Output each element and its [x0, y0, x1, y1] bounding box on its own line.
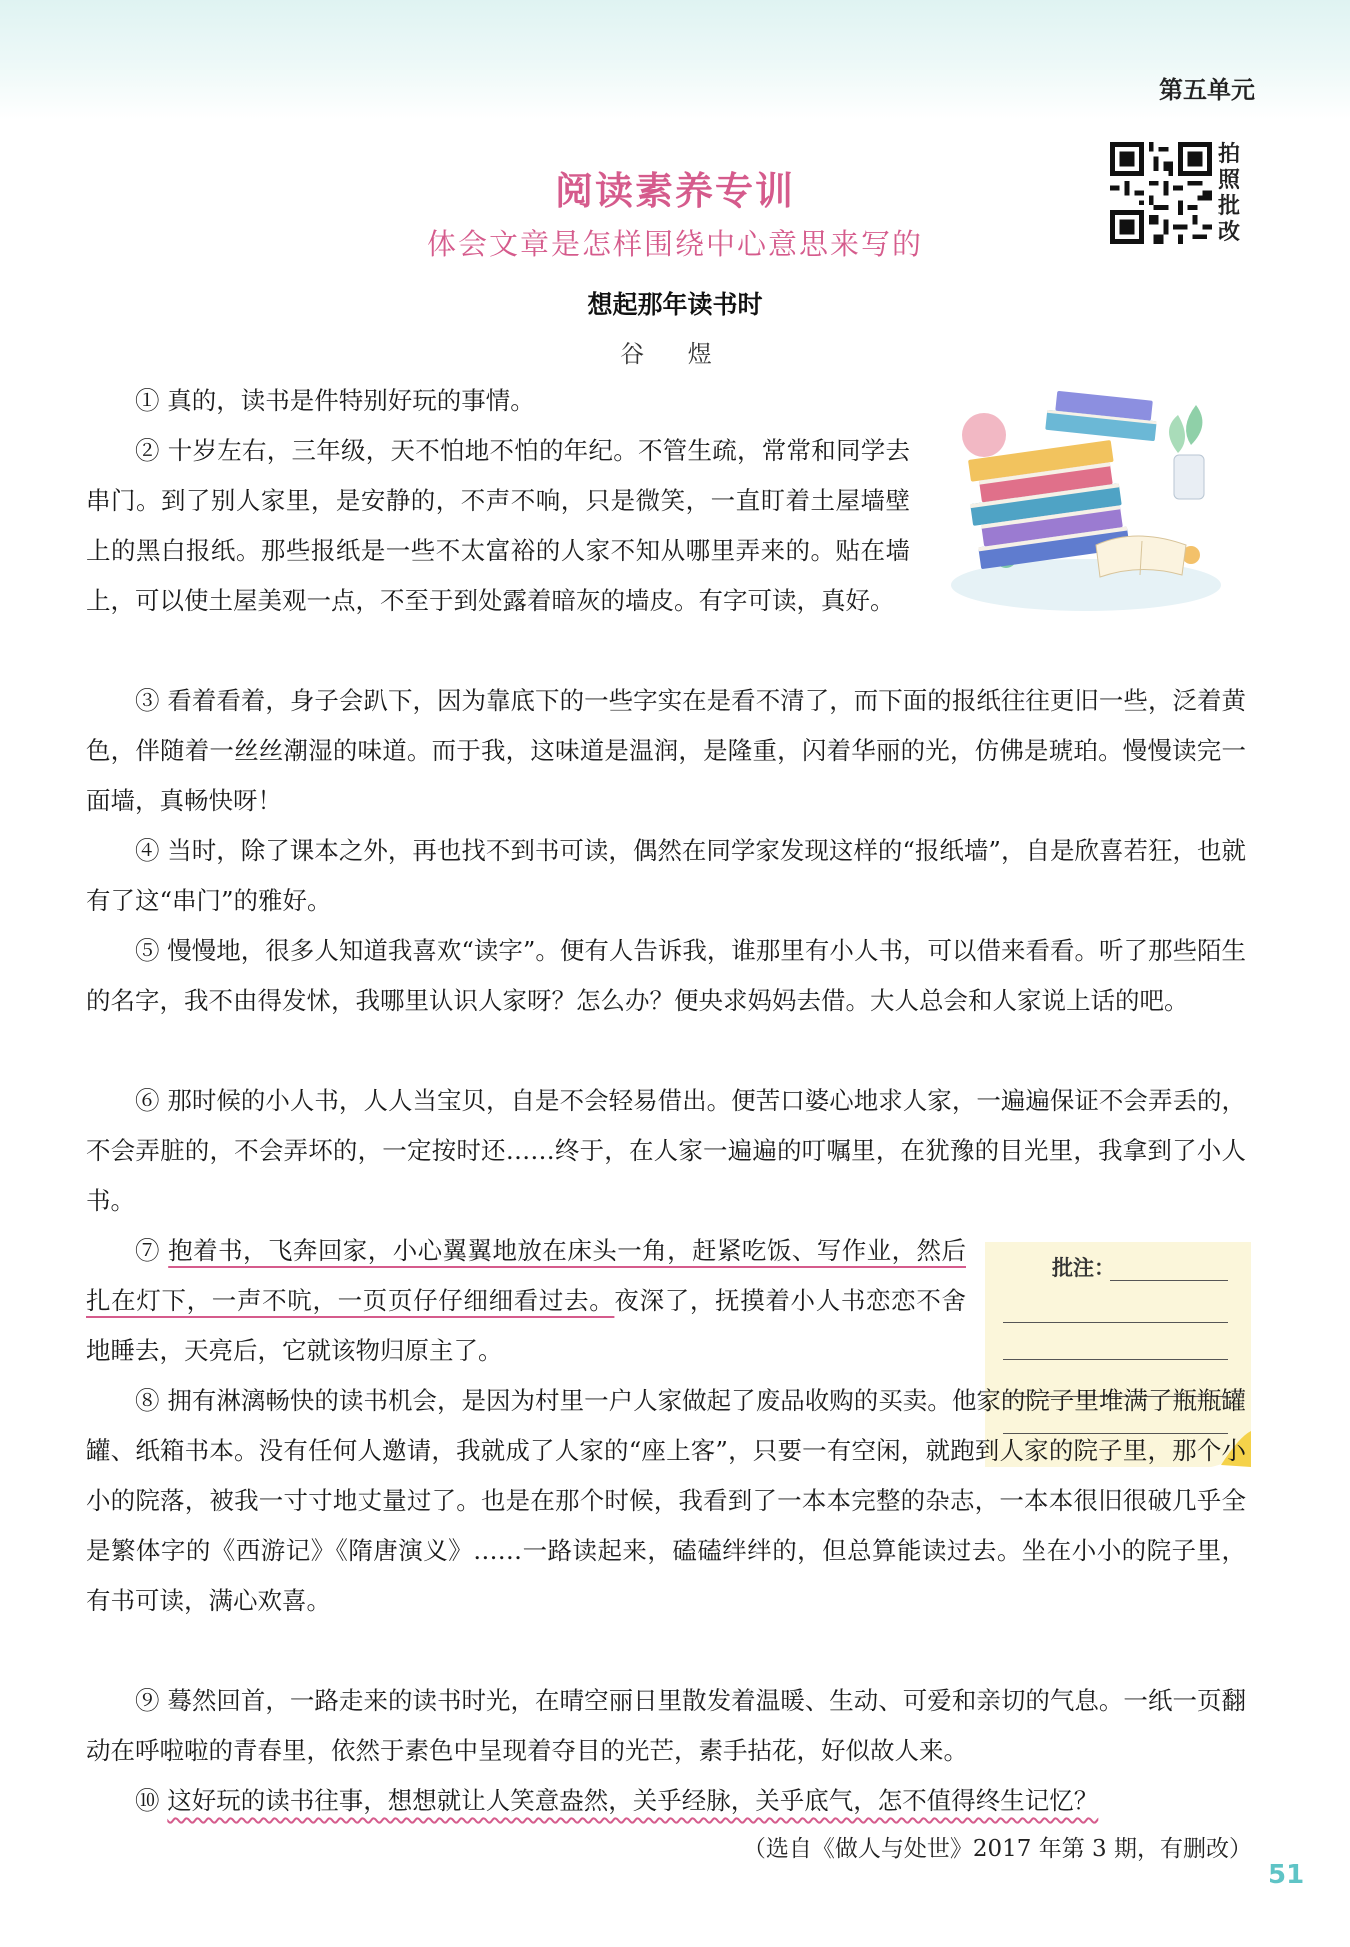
paragraph-9: ⑨ 蓦然回首，一路走来的读书时光，在晴空丽日里散发着温暖、生动、可爱和亲切的气息。一纸一页翻动在呼啦啦的青春里，依然于素色中呈现着夺目的光芒，素手拈花，好似故人来。	[86, 1686, 1246, 1765]
paragraph-10-underlined: 这好玩的读书往事，想想就让人笑意盎然，关乎经脉，关乎底气，怎不值得终生记忆？	[167, 1786, 1099, 1815]
page-number: 51	[1268, 1860, 1305, 1890]
article-title: 想起那年读书时	[587, 290, 763, 319]
paragraph-2: ② 十岁左右，三年级，天不怕地不怕的年纪。不管生疏，常常和同学去串门。到了别人家里，是安静的，不声不响，只是微笑，一直盯着土屋墙壁上的黑白报纸。那些报纸是一些不太富裕的人家不知从哪里弄来的。贴在墙上，可以使土屋美观一点，不至于到处露着暗灰的墙皮。有字可读，真好。	[86, 436, 910, 615]
paragraph-7	[86, 1226, 966, 1376]
annotation-line-1[interactable]	[1110, 1280, 1228, 1281]
paragraph-10	[86, 1776, 1246, 1826]
section-title: 阅读素养专训	[554, 169, 795, 213]
paragraph-7-rest: 夜深了，抚摸着小人书恋恋不舍地睡去，天亮后，它就该物归原主了。	[86, 1286, 967, 1365]
qr-label: 拍照批改	[1218, 142, 1241, 245]
books-illustration	[946, 385, 1226, 615]
paragraph-8: ⑧ 拥有淋漓畅快的读书机会，是因为村里一户人家做起了废品收购的买卖。他家的院子里堆满了瓶瓶罐罐、纸箱书本。没有任何人邀请，我就成了人家的“座上客”，只要一有空闲，就跑到人家的院子里，那个小小的院落，被我一寸寸地丈量过了。也是在那个时候，我看到了一本本完整的杂志，一本本很旧很破几乎全是繁体字的《西游记》《隋唐演义》……一路读起来，磕磕绊绊的，但总算能读过去。坐在小小的院子里，有书可读，满心欢喜。	[86, 1386, 1246, 1615]
paragraph-3: ③ 看着看着，身子会趴下，因为靠底下的一些字实在是看不清了，而下面的报纸往往更旧一些，泛着黄色，伴随着一丝丝潮湿的味道。而于我，这味道是温润，是隆重，闪着华丽的光，仿佛是琥珀。慢慢读完一面墙，真畅快呀！	[86, 686, 1246, 815]
paragraph-6: ⑥ 那时候的小人书，人人当宝贝，自是不会轻易借出。便苦口婆心地求人家，一遍遍保证不会弄丢的，不会弄脏的，不会弄坏的，一定按时还……终于，在人家一遍遍的叮嘱里，在犹豫的目光里，我拿到了小人书。	[86, 1086, 1246, 1215]
paragraph-10-number: ⑩	[135, 1786, 168, 1815]
annotation-line-2[interactable]	[1003, 1322, 1228, 1323]
paragraph-4: ④ 当时，除了课本之外，再也找不到书可读，偶然在同学家发现这样的“报纸墙”，自是欣喜若狂，也就有了这“串门”的雅好。	[86, 836, 1246, 915]
header-band	[0, 0, 1350, 120]
article-source: （选自《做人与处世》2017 年第 3 期，有删改）	[742, 1836, 1252, 1862]
unit-label: 第五单元	[1159, 76, 1255, 104]
article-author: 谷 煜	[620, 340, 730, 368]
annotation-label: 批注：	[1052, 1256, 1115, 1280]
section-subtitle: 体会文章是怎样围绕中心意思来写的	[426, 227, 923, 261]
paragraph-7-underlined: 抱着书，飞奔回家，小心翼翼地放在床头一角，赶紧吃饭、写作业，然后扎在灯下，一声不吭，一页页仔仔细细看过去。	[86, 1236, 966, 1315]
annotation-line-3[interactable]	[1003, 1359, 1228, 1360]
paragraph-1: ① 真的，读书是件特别好玩的事情。	[135, 386, 535, 415]
paragraph-7-number: ⑦	[135, 1236, 169, 1265]
paragraph-5: ⑤ 慢慢地，很多人知道我喜欢“读字”。便有人告诉我，谁那里有小人书，可以借来看看。听了那些陌生的名字，我不由得发怵，我哪里认识人家呀？怎么办？便央求妈妈去借。大人总会和人家说上话的吧。	[86, 936, 1246, 1015]
